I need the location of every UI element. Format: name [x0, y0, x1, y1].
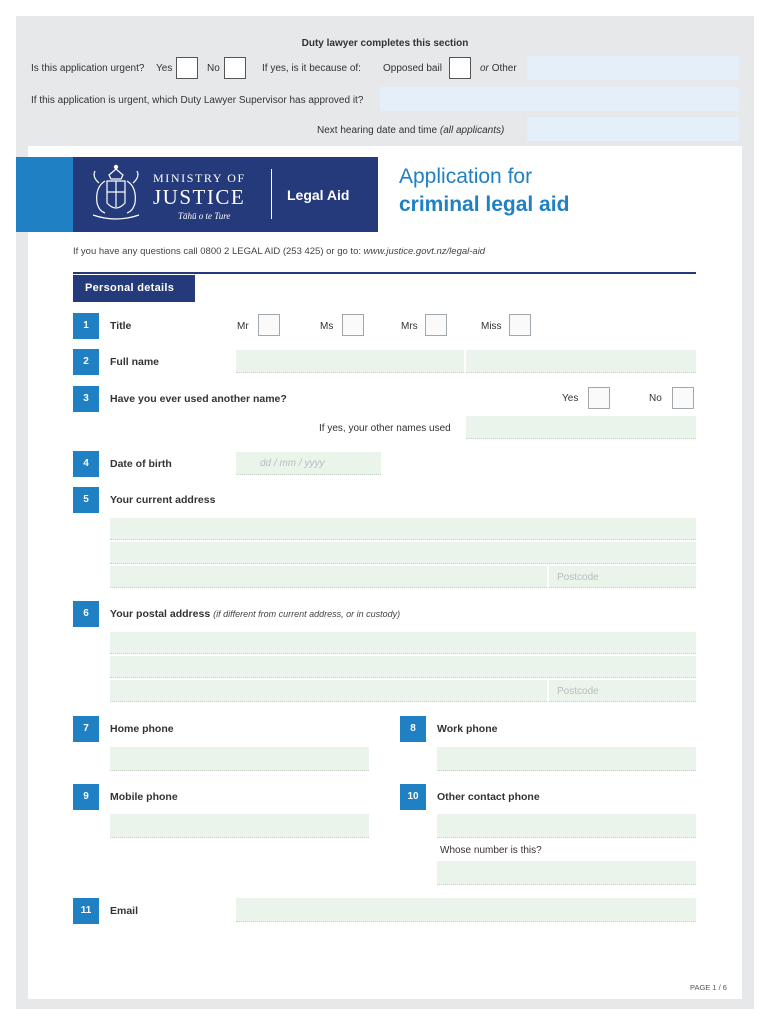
- section-title: Personal details: [73, 275, 195, 302]
- urgent-question: Is this application urgent?: [31, 63, 145, 74]
- hearing-prefix: Next hearing date and time: [317, 125, 438, 136]
- address-line-1-field[interactable]: [110, 518, 696, 540]
- last-name-field[interactable]: [466, 350, 696, 373]
- other-names-label: If yes, your other names used: [319, 423, 451, 434]
- q3-label: Have you ever used another name?: [110, 393, 287, 405]
- page-number: PAGE 1 / 6: [690, 983, 727, 992]
- work-phone-field[interactable]: [437, 747, 696, 771]
- other-name-yes-checkbox[interactable]: [588, 387, 610, 409]
- hearing-field[interactable]: [527, 117, 739, 141]
- postal-line-1-field[interactable]: [110, 632, 696, 654]
- ministry-logo-block: [73, 157, 378, 232]
- motto-text: Tāhū o te Ture: [178, 211, 231, 221]
- title-mr-checkbox[interactable]: [258, 314, 280, 336]
- q11-label: Email: [110, 905, 139, 917]
- q11-number: 11: [73, 898, 99, 924]
- duty-heading: Duty lawyer completes this section: [301, 38, 469, 49]
- whose-number-field[interactable]: [437, 861, 696, 885]
- contact-url[interactable]: www.justice.govt.nz/legal-aid: [363, 246, 486, 257]
- other-names-field[interactable]: [466, 416, 696, 439]
- q8-number: 8: [400, 716, 426, 742]
- address-line-3-field[interactable]: [110, 566, 547, 588]
- q2-number: 2: [73, 349, 99, 375]
- supervisor-question: If this application is urgent, which Duty Lawyer Supervisor has approved it?: [31, 95, 364, 106]
- other-phone-field[interactable]: [437, 814, 696, 838]
- q2-label: Full name: [110, 356, 160, 368]
- postal-line-2-field[interactable]: [110, 656, 696, 678]
- q10-label: Other contact phone: [437, 791, 540, 803]
- address-postcode-field[interactable]: [549, 566, 696, 588]
- urgent-no-label: No: [207, 63, 220, 74]
- q7-number: 7: [73, 716, 99, 742]
- q5-number: 5: [73, 487, 99, 513]
- q4-label: Date of birth: [110, 458, 172, 470]
- q10-number: 10: [400, 784, 426, 810]
- title-line1: Application for: [399, 165, 533, 188]
- q6-note: (if different from current address, or in custody): [213, 609, 401, 619]
- postal-line-3-field[interactable]: [110, 680, 547, 702]
- ministry-of-text: MINISTRY OF: [153, 171, 246, 185]
- other-name-no-checkbox[interactable]: [672, 387, 694, 409]
- title-miss-checkbox[interactable]: [509, 314, 531, 336]
- other-name-no-label: No: [649, 393, 662, 404]
- other-word: Other: [491, 63, 517, 74]
- coat-of-arms-icon: [87, 163, 145, 225]
- q8-label: Work phone: [437, 723, 498, 735]
- address-postcode-hint: Postcode: [557, 572, 599, 583]
- q9-number: 9: [73, 784, 99, 810]
- legal-aid-text: Legal Aid: [287, 187, 350, 203]
- urgent-yes-label: Yes: [156, 63, 173, 74]
- q1-label: Title: [110, 320, 132, 332]
- title-ms-checkbox[interactable]: [342, 314, 364, 336]
- mobile-phone-field[interactable]: [110, 814, 369, 838]
- title-miss-label: Miss: [481, 321, 502, 332]
- title-ms-label: Ms: [320, 321, 334, 332]
- address-line-2-field[interactable]: [110, 542, 696, 564]
- because-label: If yes, is it because of:: [262, 63, 361, 74]
- q4-number: 4: [73, 451, 99, 477]
- urgent-yes-checkbox[interactable]: [176, 57, 198, 79]
- blue-strip: [16, 157, 73, 232]
- q6-label: [110, 608, 400, 620]
- email-field[interactable]: [236, 898, 696, 922]
- q3-number: 3: [73, 386, 99, 412]
- q1-number: 1: [73, 313, 99, 339]
- q6-number: 6: [73, 601, 99, 627]
- q7-label: Home phone: [110, 723, 174, 735]
- q5-label: Your current address: [110, 494, 216, 506]
- supervisor-field[interactable]: [380, 87, 739, 111]
- other-name-yes-label: Yes: [562, 393, 579, 404]
- postal-postcode-field[interactable]: [549, 680, 696, 702]
- or-other-label: or Other: [480, 63, 517, 74]
- urgent-no-checkbox[interactable]: [224, 57, 246, 79]
- q9-label: Mobile phone: [110, 791, 178, 803]
- title-mrs-label: Mrs: [401, 321, 418, 332]
- hearing-label: [317, 125, 504, 136]
- other-reason-field[interactable]: [527, 56, 739, 80]
- dob-placeholder: dd / mm / yyyy: [260, 458, 325, 469]
- first-name-field[interactable]: [236, 350, 464, 373]
- title-mrs-checkbox[interactable]: [425, 314, 447, 336]
- justice-text: JUSTICE: [153, 185, 246, 209]
- title-mr-label: Mr: [237, 321, 249, 332]
- title-line2: criminal legal aid: [399, 193, 570, 216]
- logo-divider: [271, 169, 272, 219]
- postal-postcode-hint: Postcode: [557, 686, 599, 697]
- opposed-bail-checkbox[interactable]: [449, 57, 471, 79]
- home-phone-field[interactable]: [110, 747, 369, 771]
- hearing-italic: (all applicants): [439, 125, 505, 136]
- contact-text: If you have any questions call 0800 2 LEGAL AID (253 425) or go to:: [73, 246, 364, 257]
- whose-number-label: Whose number is this?: [440, 845, 542, 856]
- dob-field[interactable]: [236, 452, 381, 475]
- section-rule: [73, 272, 696, 274]
- opposed-bail-label: Opposed bail: [383, 63, 442, 74]
- q6-label-text: Your postal address: [110, 608, 211, 620]
- contact-line: [73, 246, 485, 257]
